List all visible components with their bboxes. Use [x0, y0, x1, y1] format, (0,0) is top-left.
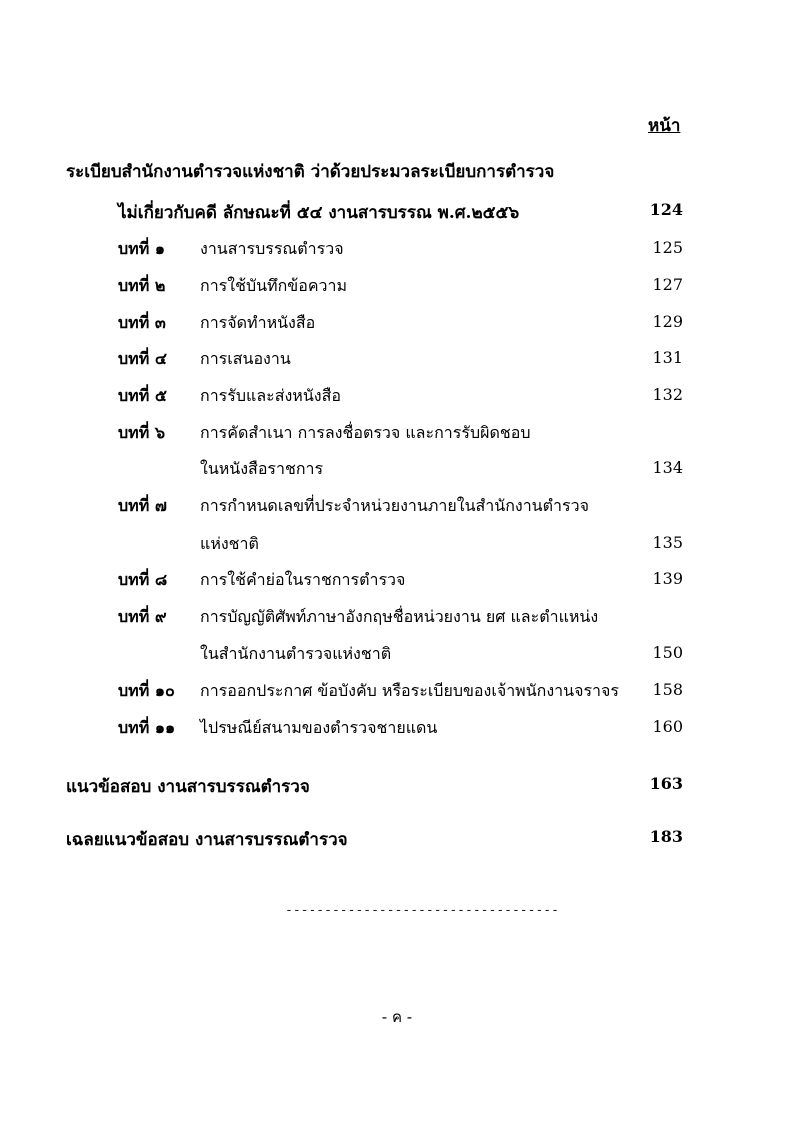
- chapter-page: 158: [652, 680, 683, 699]
- chapter-title-cont: ในหนังสือราชการ: [200, 459, 324, 478]
- chapter-page: 131: [652, 348, 683, 367]
- chapter-title: การใช้คำย่อในราชการตำรวจ: [200, 570, 406, 589]
- chapter-title: การรับและส่งหนังสือ: [200, 386, 341, 405]
- chapter-title-cont: แห่งชาติ: [200, 534, 259, 553]
- chapter-label: บทที่ ๕: [118, 386, 167, 405]
- chapter-label: บทที่ ๗: [118, 496, 167, 515]
- page-number-footer: - ค -: [381, 1008, 413, 1026]
- chapter-label: บทที่ ๑๑: [118, 718, 176, 737]
- chapter-title: การคัดสำเนา การลงชื่อตรวจ และการรับผิดชอบ: [200, 423, 531, 442]
- chapter-page: 135: [652, 533, 683, 552]
- chapter-title: การบัญญัติศัพท์ภาษาอังกฤษชื่อหน่วยงาน ยศ และตำแหน่ง: [200, 607, 599, 626]
- chapter-label: บทที่ ๑: [118, 239, 165, 258]
- section-page-number: 124: [649, 200, 683, 219]
- chapter-title: การเสนองาน: [200, 349, 291, 368]
- chapter-label: บทที่ ๑๐: [118, 681, 175, 700]
- chapter-page: 127: [652, 275, 683, 294]
- chapter-page: 129: [652, 312, 683, 331]
- chapter-title: ไปรษณีย์สนามของตำรวจชายแดน: [200, 718, 438, 737]
- chapter-label: บทที่ ๘: [118, 570, 168, 589]
- chapter-label: บทที่ ๔: [118, 349, 167, 368]
- chapter-page: 139: [652, 569, 683, 588]
- page-column-header: หน้า: [648, 116, 681, 136]
- chapter-label: บทที่ ๓: [118, 313, 166, 332]
- chapter-title: การกำหนดเลขที่ประจำหน่วยงานภายในสำนักงานตำรวจ: [200, 496, 589, 515]
- chapter-page: 125: [652, 238, 683, 257]
- chapter-label: บทที่ ๙: [118, 607, 167, 626]
- section-title-line2: ไม่เกี่ยวกับคดี ลักษณะที่ ๕๔ งานสารบรรณ พ.ศ.๒๕๕๖: [118, 203, 520, 223]
- exam-guide-title: แนวข้อสอบ งานสารบรรณตำรวจ: [66, 777, 310, 797]
- chapter-label: บทที่ ๖: [118, 423, 165, 442]
- chapter-label: บทที่ ๒: [118, 276, 166, 295]
- chapter-title: งานสารบรรณตำรวจ: [200, 239, 344, 258]
- chapter-title: การออกประกาศ ข้อบังคับ หรือระเบียบของเจ้าพนักงานจราจร: [200, 681, 619, 700]
- end-divider: -----------------------------------: [285, 903, 559, 918]
- chapter-title-cont: ในสำนักงานตำรวจแห่งชาติ: [200, 644, 392, 663]
- chapter-page: 160: [652, 717, 683, 736]
- chapter-title: การใช้บันทึกข้อความ: [200, 276, 348, 295]
- chapter-page: 134: [652, 458, 683, 477]
- chapter-title: การจัดทำหนังสือ: [200, 313, 316, 332]
- section-title-line1: ระเบียบสำนักงานตำรวจแห่งชาติ ว่าด้วยประมวลระเบียบการตำรวจ: [66, 162, 555, 182]
- chapter-page: 132: [652, 385, 683, 404]
- chapter-page: 150: [652, 643, 683, 662]
- exam-guide-page: 163: [649, 774, 683, 793]
- exam-answers-page: 183: [649, 827, 683, 846]
- exam-answers-title: เฉลยแนวข้อสอบ งานสารบรรณตำรวจ: [66, 830, 348, 850]
